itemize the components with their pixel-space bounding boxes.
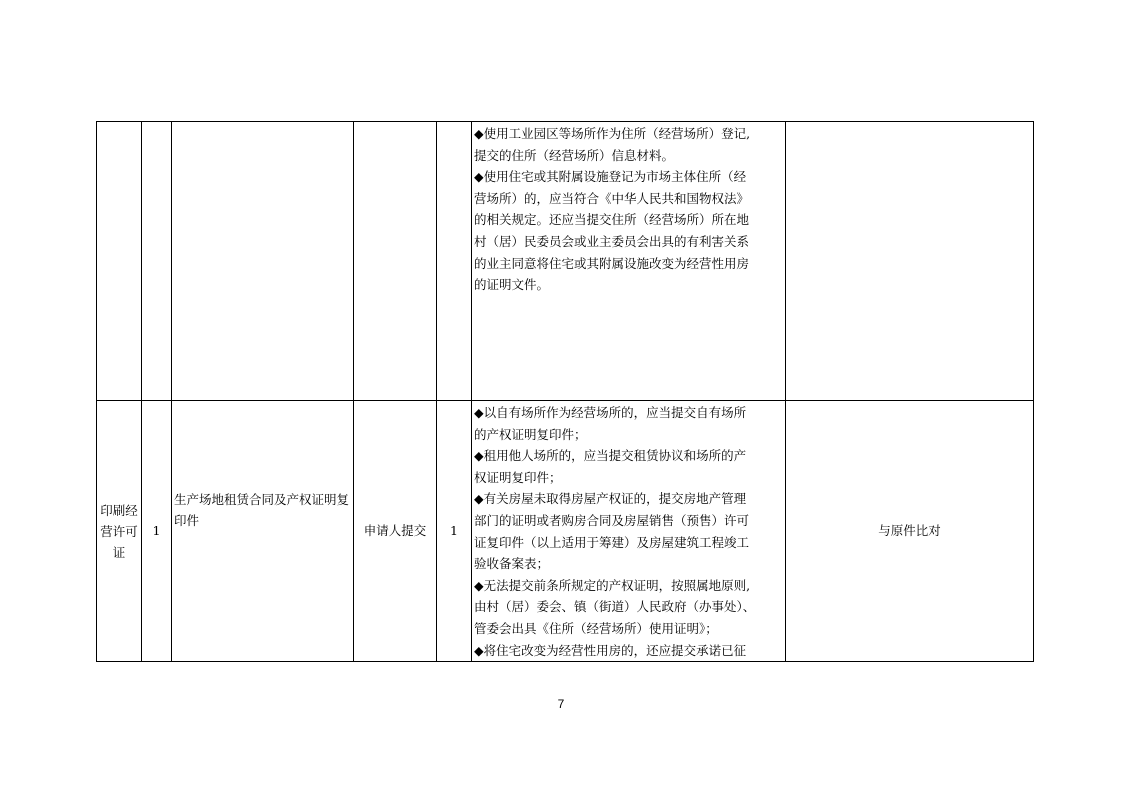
copies-cell (437, 122, 472, 401)
category-text: 印刷经营许可证 (100, 502, 138, 560)
requirement-line: 的业主同意将住宅或其附属设施改变为经营性用房 (474, 255, 750, 271)
category-cell (97, 122, 142, 401)
copies-cell (437, 401, 472, 662)
requirement-line: 的产权证明复印件； (474, 426, 587, 442)
index-cell (142, 401, 172, 662)
requirement-line: 营场所）的，应当符合《中华人民共和国物权法》 (474, 190, 750, 206)
requirement-line: ◆将住宅改变为经营性用房的，还应提交承诺已征 (474, 642, 747, 658)
material-cell (172, 122, 354, 401)
requirement-line: 证复印件（以上适用于筹建）及房屋建筑工程竣工 (474, 534, 750, 550)
requirement-line: 权证明复印件； (474, 469, 562, 485)
requirements-table (96, 121, 1034, 662)
requirement-line: 提交的住所（经营场所）信息材料。 (474, 147, 675, 163)
requirements-text (472, 401, 785, 661)
index-cell (142, 122, 172, 401)
requirement-line: ◆以自有场所作为经营场所的，应当提交自有场所 (474, 405, 747, 420)
requirement-line: 的证明文件。 (474, 277, 550, 293)
copies-text: 1 (450, 523, 458, 539)
remark-cell (786, 401, 1034, 662)
requirement-line: 由村（居）委会、镇（街道）人民政府（办事处）、 (474, 599, 756, 615)
table-row (97, 401, 1034, 662)
requirement-line: 村（居）民委员会或业主委员会出具的有利害关系 (474, 233, 750, 249)
category-cell (97, 401, 142, 662)
source-text: 申请人提交 (363, 523, 427, 539)
requirement-line: ◆使用工业园区等场所作为住所（经营场所）登记, (474, 126, 751, 141)
requirements-cell (472, 401, 786, 662)
requirement-line: ◆使用住宅或其附属设施登记为市场主体住所（经 (474, 169, 747, 185)
index-text: 1 (152, 523, 161, 539)
requirements-text (472, 122, 785, 296)
requirement-line: ◆无法提交前条所规定的产权证明，按照属地原则, (474, 577, 751, 593)
requirement-line: ◆有关房屋未取得房屋产权证的，提交房地产管理 (474, 491, 747, 507)
source-cell (354, 122, 437, 401)
source-cell (354, 401, 437, 662)
material-cell (172, 401, 354, 662)
requirement-line: 的相关规定。还应当提交住所（经营场所）所在地 (474, 212, 750, 228)
remark-text: 与原件比对 (878, 523, 941, 539)
table-row (97, 122, 1034, 401)
requirement-line: 验收备案表； (474, 556, 550, 572)
material-text: 生产场地租赁合同及产权证明复印件 (174, 492, 350, 528)
remark-cell (786, 122, 1034, 401)
requirements-cell (472, 122, 786, 401)
page-number: 7 (557, 697, 565, 711)
requirement-line: 部门的证明或者购房合同及房屋销售（预售）许可 (474, 512, 750, 528)
requirement-line: 管委会出具《住所（经营场所）使用证明》； (474, 620, 718, 636)
requirement-line: ◆租用他人场所的，应当提交租赁协议和场所的产 (474, 448, 747, 464)
